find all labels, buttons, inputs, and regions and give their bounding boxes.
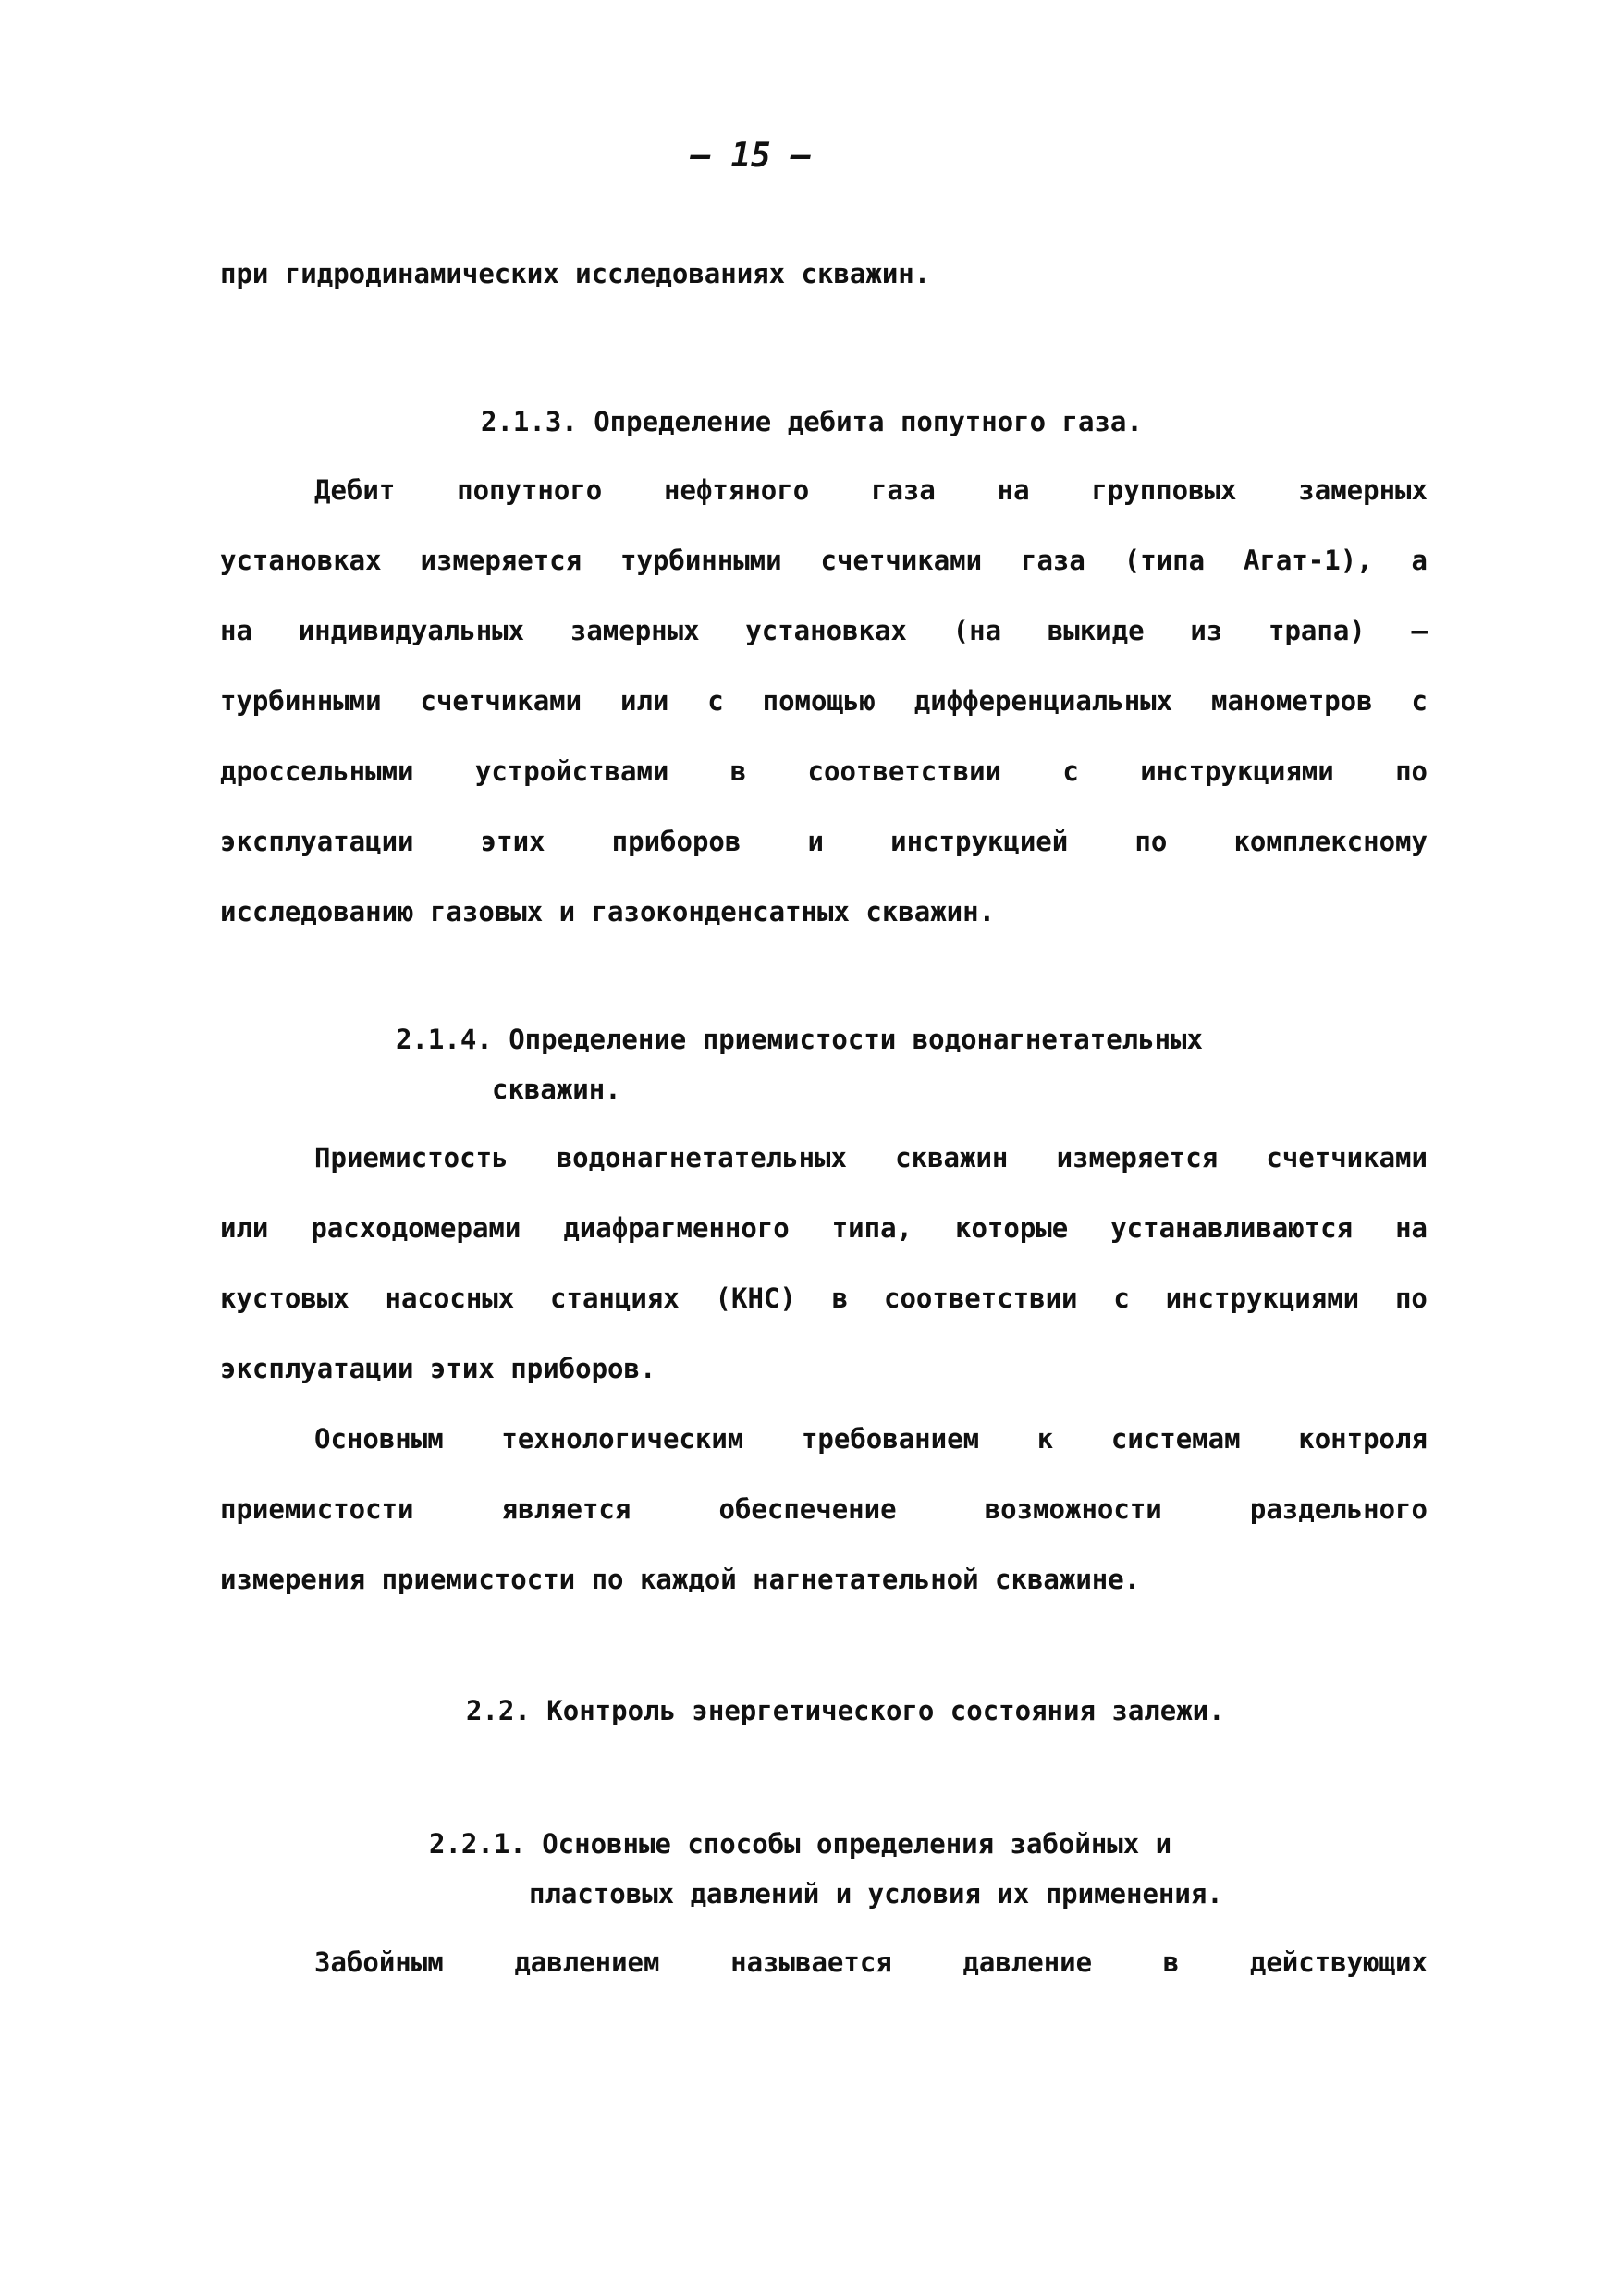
word: и [807, 826, 824, 857]
word: действующих [1249, 1946, 1428, 1978]
word: этих [480, 826, 545, 857]
section-heading-2-2-1: 2.2.1. Основные способы определения забойных и [429, 1828, 1172, 1860]
word: требованием [801, 1423, 980, 1455]
paragraph-line [220, 1282, 1428, 1315]
paragraph-line: эксплуатации этих приборов. [220, 1353, 656, 1384]
word: а [1411, 545, 1428, 576]
word: Забойным [314, 1946, 444, 1978]
word: обеспечение [718, 1493, 897, 1525]
section-heading-2-2-1-cont: пластовых давлений и условия их применения. [529, 1878, 1223, 1909]
word: устройствами [474, 755, 669, 787]
word: приемистости [220, 1493, 414, 1525]
word: турбинными [620, 545, 782, 576]
word: типа, [831, 1212, 913, 1244]
word: инструкциями [1165, 1283, 1360, 1314]
word: которые [955, 1212, 1069, 1244]
word: на [1395, 1212, 1428, 1244]
word: с [1113, 1283, 1130, 1314]
word: счетчиками [1266, 1142, 1428, 1173]
word: (КНС) [715, 1283, 796, 1314]
paragraph-line [314, 473, 1428, 507]
word: установках [745, 615, 907, 646]
word: Дебит [314, 474, 396, 506]
word: водонагнетательных [556, 1142, 847, 1173]
paragraph-line [314, 1141, 1428, 1174]
word: измеряется [420, 545, 582, 576]
text-line: при гидродинамических исследованиях скважин. [220, 258, 931, 289]
word: помощью [762, 685, 876, 717]
word: давление [962, 1946, 1093, 1978]
word: приборов [611, 826, 742, 857]
word: инструкцией [890, 826, 1069, 857]
word: выкиде [1047, 615, 1145, 646]
section-heading-2-1-4-cont: скважин. [492, 1074, 621, 1105]
word: (на [952, 615, 1002, 646]
paragraph-line [220, 1492, 1428, 1526]
word: является [501, 1493, 631, 1525]
word: попутного [457, 474, 603, 506]
word: или [220, 1212, 269, 1244]
word: давлением [514, 1946, 660, 1978]
word: с [707, 685, 724, 717]
word: или [620, 685, 669, 717]
word: счетчиками [820, 545, 983, 576]
word: соответствии [883, 1283, 1078, 1314]
word: Приемистость [314, 1142, 509, 1173]
word: (типа [1123, 545, 1206, 576]
word: манометров [1211, 685, 1373, 717]
paragraph-line [314, 1946, 1428, 1979]
word: инструкциями [1140, 755, 1334, 787]
word: технологическим [501, 1423, 744, 1455]
word: измеряется [1056, 1142, 1219, 1173]
page-number: – 15 – [690, 137, 812, 175]
word: замерных [1298, 474, 1428, 506]
word: дифференциальных [913, 685, 1173, 717]
paragraph-line: исследованию газовых и газоконденсатных скважин. [220, 896, 996, 927]
word: по [1394, 1283, 1428, 1314]
word: из [1190, 615, 1223, 646]
word: по [1395, 755, 1428, 787]
word: нефтяного [664, 474, 810, 506]
word: системам [1110, 1423, 1241, 1455]
word: эксплуатации [220, 826, 414, 857]
word: контроля [1298, 1423, 1428, 1455]
word: возможности [984, 1493, 1162, 1525]
paragraph-line [220, 825, 1428, 858]
word: скважин [895, 1142, 1009, 1173]
word: турбинными [220, 685, 382, 717]
word: газа [870, 474, 936, 506]
word: с [1062, 755, 1079, 787]
paragraph-line [220, 1211, 1428, 1245]
word: индивидуальных [298, 615, 525, 646]
word: кустовых [220, 1283, 349, 1314]
word: дроссельными [220, 755, 414, 787]
word: соответствии [807, 755, 1002, 787]
word: замерных [570, 615, 700, 646]
word: на [997, 474, 1030, 506]
word: называется [730, 1946, 892, 1978]
word: в [1162, 1946, 1180, 1978]
word: в [729, 755, 747, 787]
word: станциях [550, 1283, 680, 1314]
paragraph-line [314, 1422, 1428, 1455]
word: групповых [1091, 474, 1237, 506]
word: устанавливаются [1110, 1212, 1354, 1244]
section-heading-2-1-4: 2.1.4. Определение приемистости водонагнетательных [396, 1024, 1203, 1055]
section-heading-2-2: 2.2. Контроль энергетического состояния залежи. [466, 1695, 1225, 1726]
word: с [1411, 685, 1428, 717]
section-heading-2-1-3: 2.1.3. Определение дебита попутного газа. [481, 406, 1143, 437]
paragraph-line [220, 755, 1428, 788]
word: к [1036, 1423, 1054, 1455]
word: Агат-1), [1243, 545, 1373, 576]
word: раздельного [1249, 1493, 1428, 1525]
word: установках [220, 545, 382, 576]
paragraph-line: измерения приемистости по каждой нагнетательной скважине. [220, 1564, 1141, 1595]
word: Основным [314, 1423, 444, 1455]
word: в [831, 1283, 849, 1314]
word: по [1134, 826, 1168, 857]
word: трапа) [1268, 615, 1366, 646]
word: газа [1021, 545, 1085, 576]
word: на [220, 615, 252, 646]
paragraph-line [220, 684, 1428, 718]
word: расходомерами [311, 1212, 521, 1244]
word: комплексному [1233, 826, 1428, 857]
word: счетчиками [420, 685, 582, 717]
word: насосных [385, 1283, 515, 1314]
paragraph-line [220, 544, 1428, 577]
word: диафрагменного [563, 1212, 790, 1244]
word: – [1411, 615, 1428, 646]
paragraph-line [220, 614, 1428, 647]
